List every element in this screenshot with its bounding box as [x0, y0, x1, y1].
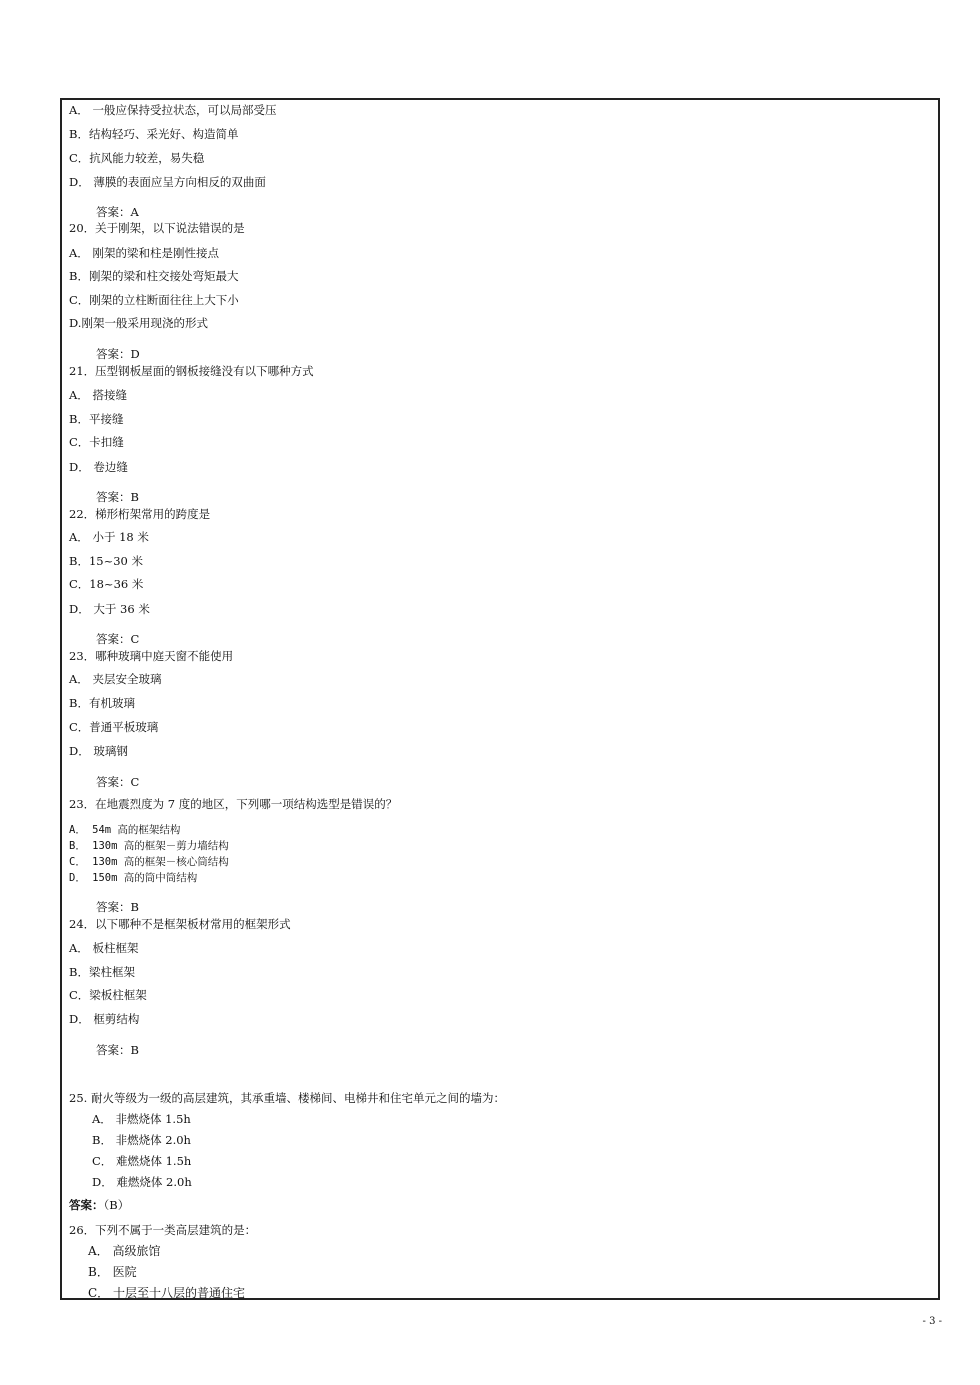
q19-answer: 答案：A	[96, 205, 139, 219]
q24-option-a: A． 板柱框架	[69, 941, 139, 955]
q20-option-a: A． 刚架的梁和柱是刚性接点	[69, 246, 219, 260]
q24-option-b: B．梁柱框架	[69, 965, 135, 979]
q25-answer-value: （B）	[103, 1198, 130, 1212]
q22-option-d: D． 大于 36 米	[69, 602, 150, 616]
q24-question: 24．以下哪种不是框架板材常用的框架形式	[69, 917, 291, 931]
q26-option-a: A． 高级旅馆	[88, 1244, 161, 1258]
q20-option-b: B．刚架的梁和柱交接处弯矩最大	[69, 269, 239, 283]
q23a-question: 23．哪种玻璃中庭天窗不能使用	[69, 649, 234, 663]
q21-answer: 答案：B	[96, 490, 139, 504]
q23a-option-b: B．有机玻璃	[69, 696, 135, 710]
q23b-option-d: D． 150m 高的筒中筒结构	[69, 872, 198, 884]
q25-option-b: B． 非燃烧体 2.0h	[92, 1133, 191, 1147]
q19-option-d: D． 薄膜的表面应呈方向相反的双曲面	[69, 175, 266, 189]
q19-option-a: A． 一般应保持受拉状态，可以局部受压	[69, 103, 277, 117]
q21-option-d: D． 卷边缝	[69, 460, 128, 474]
q23b-option-a: A． 54m 高的框架结构	[69, 824, 181, 836]
q22-option-a: A． 小于 18 米	[69, 530, 149, 544]
q23a-option-a: A． 夹层安全玻璃	[69, 672, 162, 686]
q19-option-c: C．抗风能力较差，易失稳	[69, 151, 205, 165]
q19-option-b: B．结构轻巧、采光好、构造简单	[69, 127, 239, 141]
question-frame	[60, 98, 940, 1300]
q25-answer	[69, 1198, 129, 1212]
q23b-option-b: B． 130m 高的框架－剪力墙结构	[69, 840, 229, 852]
q23a-option-c: C．普通平板玻璃	[69, 720, 159, 734]
q21-question: 21．压型钢板屋面的钢板接缝没有以下哪种方式	[69, 364, 314, 378]
q25-option-a: A． 非燃烧体 1.5h	[92, 1112, 191, 1126]
q24-answer: 答案：B	[96, 1043, 139, 1057]
q24-option-c: C．梁板柱框架	[69, 988, 147, 1002]
q21-option-a: A． 搭接缝	[69, 388, 127, 402]
q22-question: 22．梯形桁架常用的跨度是	[69, 507, 211, 521]
q23b-answer: 答案：B	[96, 900, 139, 914]
q20-option-c: C．刚架的立柱断面往往上大下小	[69, 293, 239, 307]
q25-option-d: D． 难燃烧体 2.0h	[92, 1175, 192, 1189]
q22-answer: 答案：C	[96, 632, 140, 646]
q25-option-c: C． 难燃烧体 1.5h	[92, 1154, 192, 1168]
q22-option-b: B．15~30 米	[69, 554, 144, 568]
q20-question: 20．关于刚架，以下说法错误的是	[69, 221, 245, 235]
q23b-option-c: C． 130m 高的框架－核心筒结构	[69, 856, 229, 868]
page-number: - 3 -	[922, 1316, 942, 1327]
q23b-question: 23．在地震烈度为 7 度的地区，下列哪一项结构选型是错误的？	[69, 797, 398, 811]
q26-question: 26．下列不属于一类高层建筑的是：	[69, 1223, 257, 1237]
q23a-option-d: D． 玻璃钢	[69, 744, 128, 758]
q21-option-c: C．卡扣缝	[69, 435, 124, 449]
q23a-answer: 答案：C	[96, 775, 140, 789]
q24-option-d: D． 框剪结构	[69, 1012, 140, 1026]
q25-answer-label: 答案：	[69, 1198, 104, 1212]
q20-answer: 答案：D	[96, 347, 140, 361]
q22-option-c: C．18~36 米	[69, 577, 144, 591]
q26-option-b: B． 医院	[88, 1265, 137, 1279]
q20-option-d: D.刚架一般采用现浇的形式	[69, 316, 208, 330]
q26-option-c: C． 十层至十八层的普通住宅	[88, 1286, 245, 1300]
q21-option-b: B．平接缝	[69, 412, 124, 426]
q25-question: 25. 耐火等级为一级的高层建筑，其承重墙、楼梯间、电梯井和住宅单元之间的墙为：	[69, 1091, 505, 1105]
